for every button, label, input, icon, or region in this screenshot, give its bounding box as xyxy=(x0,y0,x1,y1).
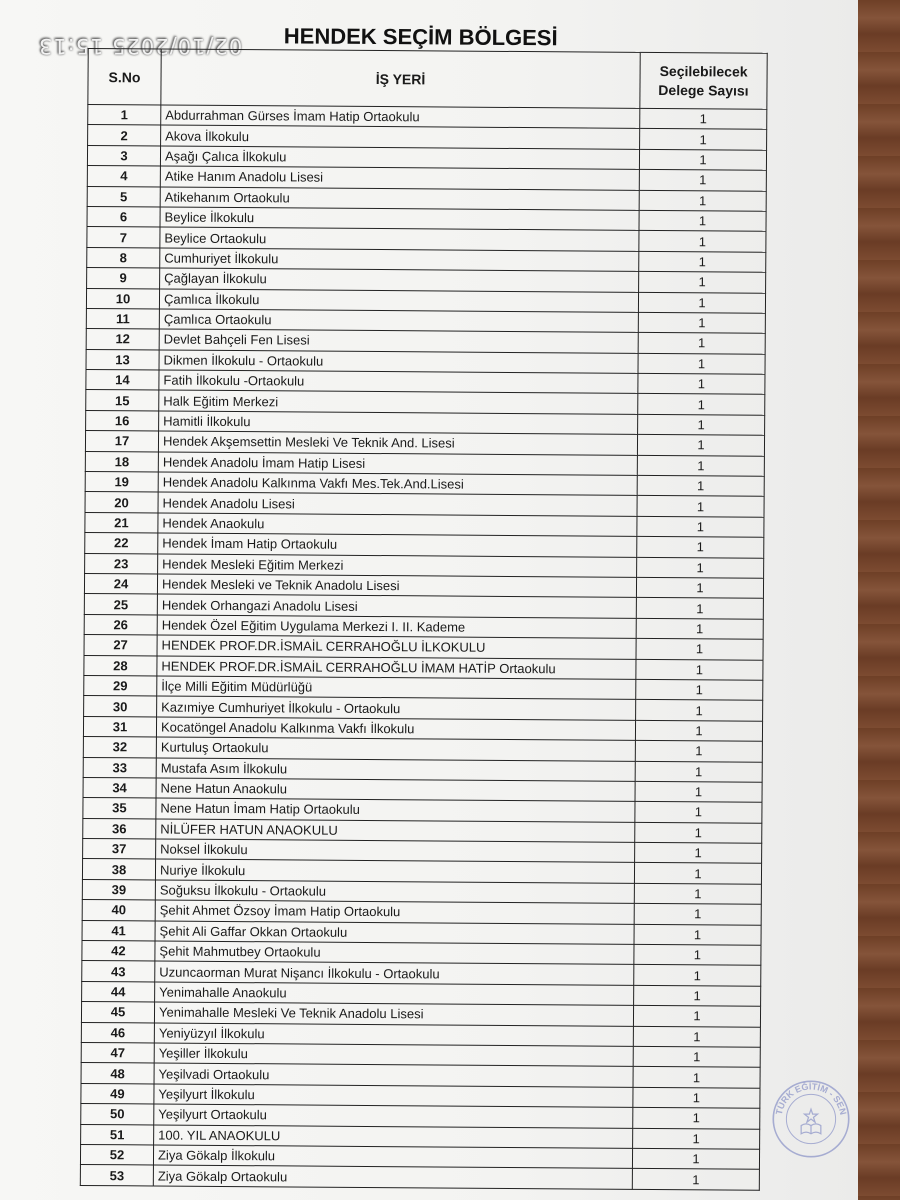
row-number: 14 xyxy=(86,370,159,391)
row-workplace: Ziya Gökalp İlkokulu xyxy=(153,1145,632,1169)
row-workplace: Halk Eğitim Merkezi xyxy=(159,390,638,414)
row-number: 49 xyxy=(81,1083,154,1104)
row-number: 41 xyxy=(82,920,155,941)
row-number: 45 xyxy=(81,1002,154,1023)
row-number: 42 xyxy=(82,940,155,961)
delegate-table xyxy=(80,48,768,1190)
row-delegate-count: 1 xyxy=(640,129,767,150)
header-delegate-count xyxy=(640,52,767,109)
row-number: 13 xyxy=(86,349,159,370)
row-workplace: Hendek Anadolu Kalkınma Vakfı Mes.Tek.And.Lisesi xyxy=(158,472,637,496)
row-workplace: NİLÜFER HATUN ANAOKULU xyxy=(156,819,635,843)
row-workplace: Hendek Mesleki Eğitim Merkezi xyxy=(158,554,637,578)
row-number: 29 xyxy=(84,675,157,696)
row-delegate-count: 1 xyxy=(639,190,766,211)
row-number: 37 xyxy=(83,839,156,860)
row-number: 47 xyxy=(81,1042,154,1063)
row-number: 1 xyxy=(88,105,161,126)
row-workplace: Atikehanım Ortaokulu xyxy=(160,187,639,211)
row-delegate-count: 1 xyxy=(638,353,765,374)
row-delegate-count: 1 xyxy=(633,1026,760,1047)
row-number: 28 xyxy=(84,655,157,676)
row-delegate-count: 1 xyxy=(639,271,766,292)
row-number: 12 xyxy=(86,329,159,350)
row-delegate-count: 1 xyxy=(636,577,763,598)
row-workplace: Atike Hanım Anadolu Lisesi xyxy=(160,166,639,190)
row-delegate-count: 1 xyxy=(639,210,766,231)
row-delegate-count: 1 xyxy=(639,251,766,272)
row-number: 33 xyxy=(83,757,156,778)
row-delegate-count: 1 xyxy=(639,170,766,191)
row-delegate-count: 1 xyxy=(636,638,763,659)
row-delegate-count: 1 xyxy=(636,598,763,619)
row-delegate-count: 1 xyxy=(634,883,761,904)
row-delegate-count: 1 xyxy=(636,618,763,639)
row-number: 48 xyxy=(81,1063,154,1084)
row-number: 20 xyxy=(85,492,158,513)
row-number: 46 xyxy=(81,1022,154,1043)
row-number: 30 xyxy=(84,696,157,717)
row-delegate-count: 1 xyxy=(639,231,766,252)
row-number: 53 xyxy=(80,1165,153,1186)
row-number: 8 xyxy=(87,247,160,268)
row-workplace: Yeşilyurt İlkokulu xyxy=(154,1084,633,1108)
row-workplace: Cumhuriyet İlkokulu xyxy=(160,248,639,272)
row-workplace: Soğuksu İlkokulu - Ortaokulu xyxy=(155,880,634,904)
row-workplace: Aşağı Çalıca İlkokulu xyxy=(160,146,639,170)
row-number: 32 xyxy=(83,737,156,758)
row-delegate-count: 1 xyxy=(635,822,762,843)
row-number: 15 xyxy=(86,390,159,411)
row-workplace: Beylice İlkokulu xyxy=(160,207,639,231)
row-number: 10 xyxy=(86,288,159,309)
row-number: 39 xyxy=(82,879,155,900)
row-delegate-count: 1 xyxy=(638,414,765,435)
row-workplace: Çamlıca Ortaokulu xyxy=(159,309,638,333)
row-number: 44 xyxy=(82,981,155,1002)
row-workplace: İlçe Milli Eğitim Müdürlüğü xyxy=(157,676,636,700)
row-delegate-count: 1 xyxy=(634,924,761,945)
row-workplace: Hendek Özel Eğitim Uygulama Merkezi I. II. Kademe xyxy=(157,615,636,639)
row-number: 5 xyxy=(87,186,160,207)
row-number: 36 xyxy=(83,818,156,839)
row-delegate-count: 1 xyxy=(636,679,763,700)
row-workplace: Yeşilvadi Ortaokulu xyxy=(154,1063,633,1087)
row-delegate-count: 1 xyxy=(637,455,764,476)
row-delegate-count: 1 xyxy=(638,394,765,415)
row-workplace: 100. YIL ANAOKULU xyxy=(154,1125,633,1149)
row-delegate-count: 1 xyxy=(635,802,762,823)
row-delegate-count: 1 xyxy=(637,496,764,517)
row-delegate-count: 1 xyxy=(633,1006,760,1027)
row-delegate-count: 1 xyxy=(634,985,761,1006)
row-number: 23 xyxy=(85,553,158,574)
row-workplace: Dikmen İlkokulu - Ortaokulu xyxy=(159,350,638,374)
row-number: 25 xyxy=(84,594,157,615)
row-workplace: Kurtuluş Ortaokulu xyxy=(156,737,635,761)
table-header-row xyxy=(88,49,767,110)
union-stamp-seal xyxy=(770,1078,852,1160)
row-number: 34 xyxy=(83,777,156,798)
row-delegate-count: 1 xyxy=(636,700,763,721)
row-number: 35 xyxy=(83,798,156,819)
row-delegate-count: 1 xyxy=(638,312,765,333)
row-number: 38 xyxy=(82,859,155,880)
row-delegate-count: 1 xyxy=(633,1128,760,1149)
row-number: 50 xyxy=(81,1104,154,1125)
row-delegate-count: 1 xyxy=(638,292,765,313)
row-delegate-count: 1 xyxy=(637,537,764,558)
row-delegate-count: 1 xyxy=(634,944,761,965)
row-workplace: Abdurrahman Gürses İmam Hatip Ortaokulu xyxy=(161,105,640,129)
row-delegate-count: 1 xyxy=(633,1046,760,1067)
row-number: 7 xyxy=(87,227,160,248)
row-delegate-count: 1 xyxy=(640,108,767,129)
row-number: 40 xyxy=(82,900,155,921)
row-number: 26 xyxy=(84,614,157,635)
row-number: 22 xyxy=(85,533,158,554)
row-delegate-count: 1 xyxy=(639,149,766,170)
row-workplace: Hendek Anaokulu xyxy=(158,513,637,537)
row-number: 6 xyxy=(87,206,160,227)
row-delegate-count: 1 xyxy=(634,904,761,925)
row-delegate-count: 1 xyxy=(633,1067,760,1088)
header-delegate-count-line2: Delege Sayısı xyxy=(658,81,749,99)
row-workplace: Şehit Ali Gaffar Okkan Ortaokulu xyxy=(155,921,634,945)
row-workplace: Noksel İlkokulu xyxy=(156,839,635,863)
row-delegate-count: 1 xyxy=(633,1087,760,1108)
row-number: 4 xyxy=(87,166,160,187)
row-delegate-count: 1 xyxy=(637,516,764,537)
row-workplace: HENDEK PROF.DR.İSMAİL CERRAHOĞLU İLKOKULU xyxy=(157,635,636,659)
row-workplace: Kazımiye Cumhuriyet İlkokulu - Ortaokulu xyxy=(157,696,636,720)
row-number: 43 xyxy=(82,961,155,982)
row-number: 9 xyxy=(87,268,160,289)
row-workplace: Hendek Anadolu İmam Hatip Lisesi xyxy=(158,452,637,476)
row-delegate-count: 1 xyxy=(637,435,764,456)
photo-timestamp: 02/10/2025 15:13 xyxy=(38,34,243,58)
row-workplace: Hamitli İlkokulu xyxy=(159,411,638,435)
row-delegate-count: 1 xyxy=(637,475,764,496)
row-number: 21 xyxy=(85,512,158,533)
row-delegate-count: 1 xyxy=(635,740,762,761)
header-sno: S.No xyxy=(88,49,161,106)
svg-text:TÜRK EĞİTİM - SEN: TÜRK EĞİTİM - SEN xyxy=(773,1081,849,1116)
row-workplace: Fatih İlkokulu -Ortaokulu xyxy=(159,370,638,394)
row-workplace: Hendek Akşemsettin Mesleki Ve Teknik And. Lisesi xyxy=(158,431,637,455)
row-workplace: Hendek İmam Hatip Ortaokulu xyxy=(158,533,637,557)
row-delegate-count: 1 xyxy=(636,659,763,680)
row-workplace: Yenimahalle Mesleki Ve Teknik Anadolu Lisesi xyxy=(154,1002,633,1026)
row-workplace: Yeşilyurt Ortaokulu xyxy=(154,1104,633,1128)
row-workplace: HENDEK PROF.DR.İSMAİL CERRAHOĞLU İMAM HATİP Ortaokulu xyxy=(157,656,636,680)
row-workplace: Hendek Anadolu Lisesi xyxy=(158,492,637,516)
row-workplace: Beylice Ortaokulu xyxy=(160,227,639,251)
row-workplace: Çamlıca İlkokulu xyxy=(159,289,638,313)
row-delegate-count: 1 xyxy=(638,373,765,394)
row-workplace: Hendek Orhangazi Anadolu Lisesi xyxy=(157,594,636,618)
row-number: 16 xyxy=(86,410,159,431)
row-workplace: Nuriye İlkokulu xyxy=(155,859,634,883)
header-workplace: İŞ YERİ xyxy=(161,49,640,108)
row-delegate-count: 1 xyxy=(635,842,762,863)
row-delegate-count: 1 xyxy=(635,781,762,802)
row-workplace: Nene Hatun İmam Hatip Ortaokulu xyxy=(156,798,635,822)
row-workplace: Hendek Mesleki ve Teknik Anadolu Lisesi xyxy=(157,574,636,598)
row-workplace: Kocatöngel Anadolu Kalkınma Vakfı İlkokulu xyxy=(156,717,635,741)
row-delegate-count: 1 xyxy=(632,1169,759,1190)
row-delegate-count: 1 xyxy=(632,1148,759,1169)
row-number: 2 xyxy=(88,125,161,146)
row-delegate-count: 1 xyxy=(634,863,761,884)
row-workplace: Yenimahalle Anaokulu xyxy=(155,982,634,1006)
row-delegate-count: 1 xyxy=(635,761,762,782)
row-workplace: Şehit Mahmutbey Ortaokulu xyxy=(155,941,634,965)
row-number: 17 xyxy=(85,431,158,452)
row-delegate-count: 1 xyxy=(633,1107,760,1128)
page-title: HENDEK SEÇİM BÖLGESİ xyxy=(283,23,558,51)
row-workplace: Mustafa Asım İlkokulu xyxy=(156,757,635,781)
row-workplace: Şehit Ahmet Özsoy İmam Hatip Ortaokulu xyxy=(155,900,634,924)
row-workplace: Yeniyüzyıl İlkokulu xyxy=(154,1023,633,1047)
row-number: 18 xyxy=(85,451,158,472)
row-number: 31 xyxy=(83,716,156,737)
table-body xyxy=(80,105,767,1190)
row-delegate-count: 1 xyxy=(635,720,762,741)
row-delegate-count: 1 xyxy=(634,965,761,986)
row-workplace: Akova İlkokulu xyxy=(161,125,640,149)
row-number: 51 xyxy=(81,1124,154,1145)
row-number: 3 xyxy=(87,145,160,166)
row-workplace: Çağlayan İlkokulu xyxy=(160,268,639,292)
row-workplace: Nene Hatun Anaokulu xyxy=(156,778,635,802)
row-number: 52 xyxy=(80,1144,153,1165)
row-number: 19 xyxy=(85,472,158,493)
row-workplace: Ziya Gökalp Ortaokulu xyxy=(153,1165,632,1189)
row-number: 27 xyxy=(84,635,157,656)
row-number: 11 xyxy=(86,308,159,329)
row-workplace: Yeşiller İlkokulu xyxy=(154,1043,633,1067)
row-number: 24 xyxy=(84,573,157,594)
header-delegate-count-line1: Seçilebilecek xyxy=(659,62,748,80)
table-row xyxy=(80,1165,759,1190)
row-workplace: Uzuncaorman Murat Nişancı İlkokulu - Ortaokulu xyxy=(155,961,634,985)
row-workplace: Devlet Bahçeli Fen Lisesi xyxy=(159,329,638,353)
row-delegate-count: 1 xyxy=(637,557,764,578)
row-delegate-count: 1 xyxy=(638,333,765,354)
